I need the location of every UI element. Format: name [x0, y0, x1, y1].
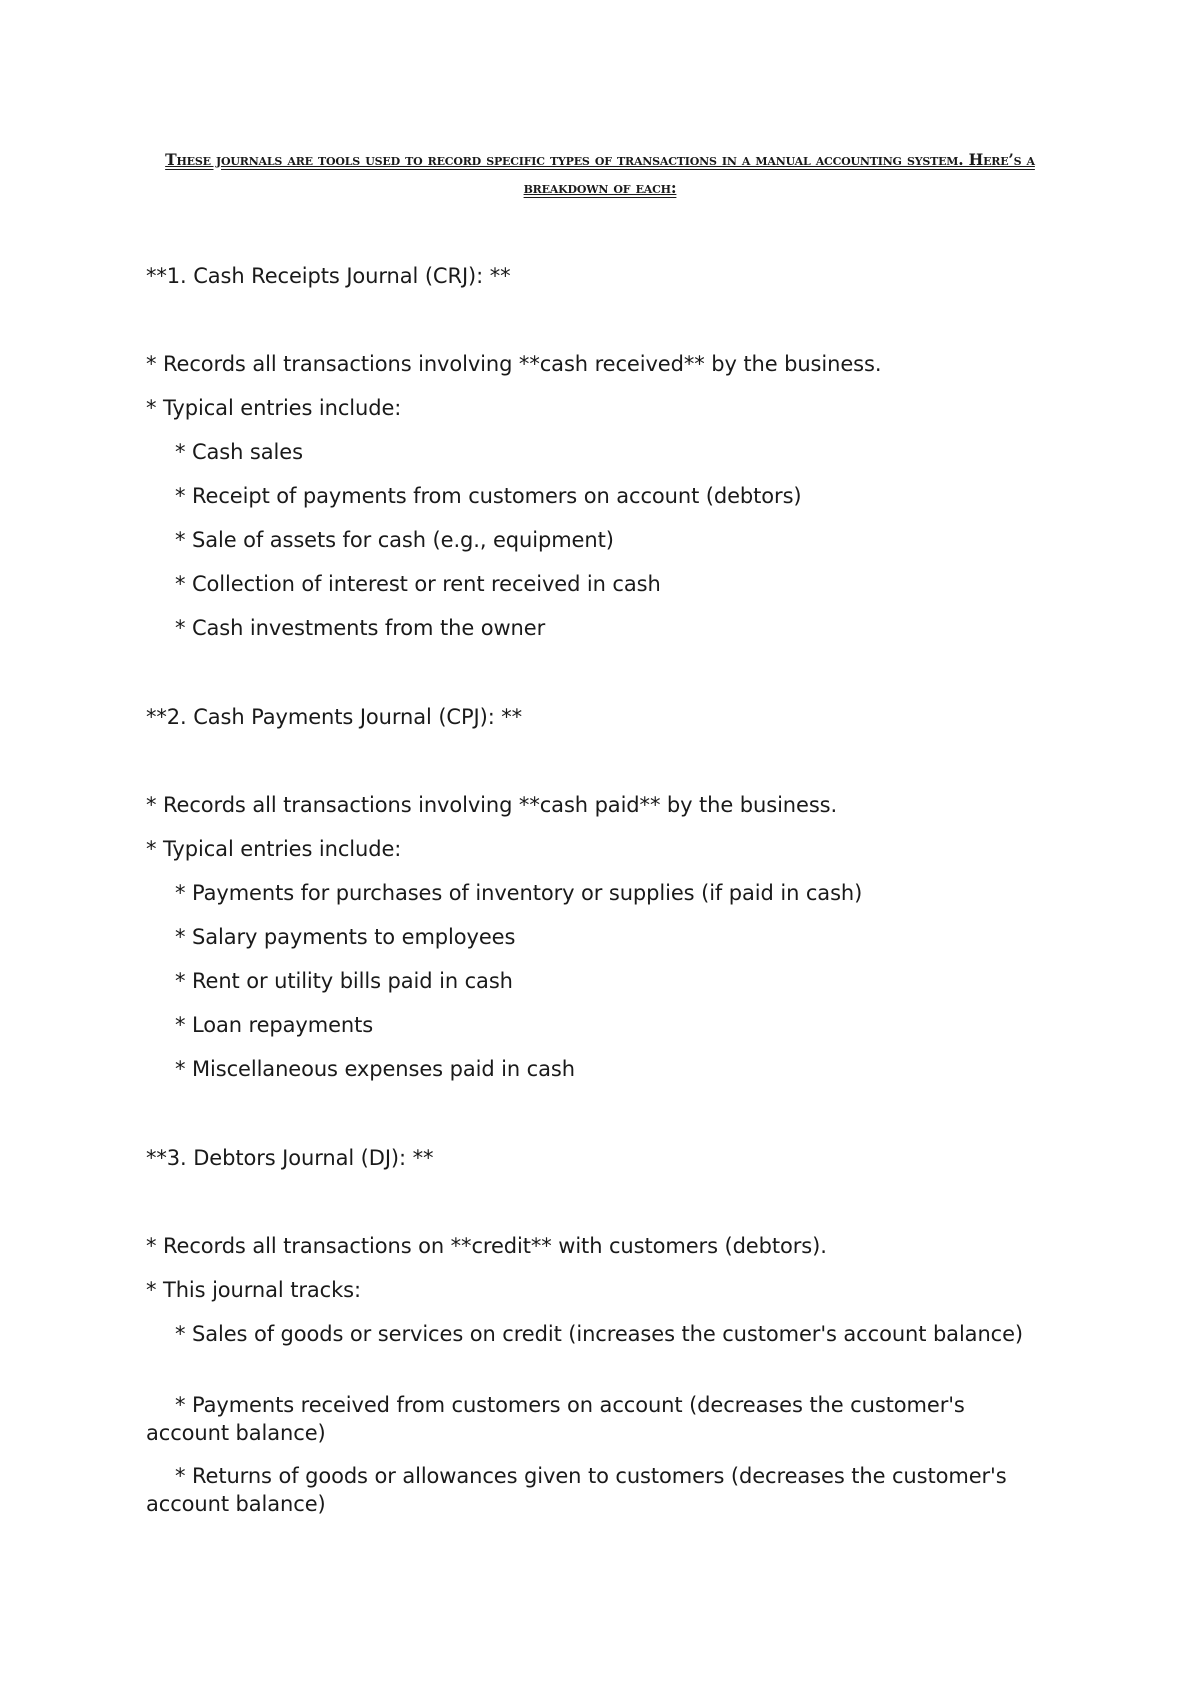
list-item: * Miscellaneous expenses paid in cash	[175, 1057, 575, 1081]
list-item: * Payments received from customers on account (decreases the customer's account balance)	[146, 1393, 965, 1445]
list-item: * Rent or utility bills paid in cash	[175, 969, 513, 993]
section-point: * Records all transactions involving **cash received** by the business.	[146, 352, 882, 376]
list-item: * Receipt of payments from customers on account (debtors)	[175, 484, 802, 508]
section-heading-dj: **3. Debtors Journal (DJ): **	[146, 1146, 434, 1170]
list-item: * Sale of assets for cash (e.g., equipment)	[175, 528, 614, 552]
section-point: * Records all transactions involving **cash paid** by the business.	[146, 793, 838, 817]
list-item: * Collection of interest or rent received in cash	[175, 572, 661, 596]
section-heading-cpj: **2. Cash Payments Journal (CPJ): **	[146, 705, 523, 729]
list-item: * Cash investments from the owner	[175, 616, 546, 640]
list-item: * Payments for purchases of inventory or supplies (if paid in cash)	[175, 881, 863, 905]
list-item: * Cash sales	[175, 440, 303, 464]
section-point: * Records all transactions on **credit** with customers (debtors).	[146, 1234, 827, 1258]
list-item: * Returns of goods or allowances given to customers (decreases the customer's account balance)	[146, 1464, 1007, 1516]
section-point: * Typical entries include:	[146, 396, 402, 420]
list-item: * Sales of goods or services on credit (increases the customer's account balance)	[175, 1322, 1024, 1346]
section-point: * Typical entries include:	[146, 837, 402, 861]
list-item: * Loan repayments	[175, 1013, 374, 1037]
section-heading-crj: **1. Cash Receipts Journal (CRJ): **	[146, 264, 511, 288]
section-point: * This journal tracks:	[146, 1278, 361, 1302]
document-title: These journals are tools used to record specific types of transactions in a manual accounting system. Here’s a breakdown of each:	[165, 150, 1035, 197]
list-item: * Salary payments to employees	[175, 925, 516, 949]
